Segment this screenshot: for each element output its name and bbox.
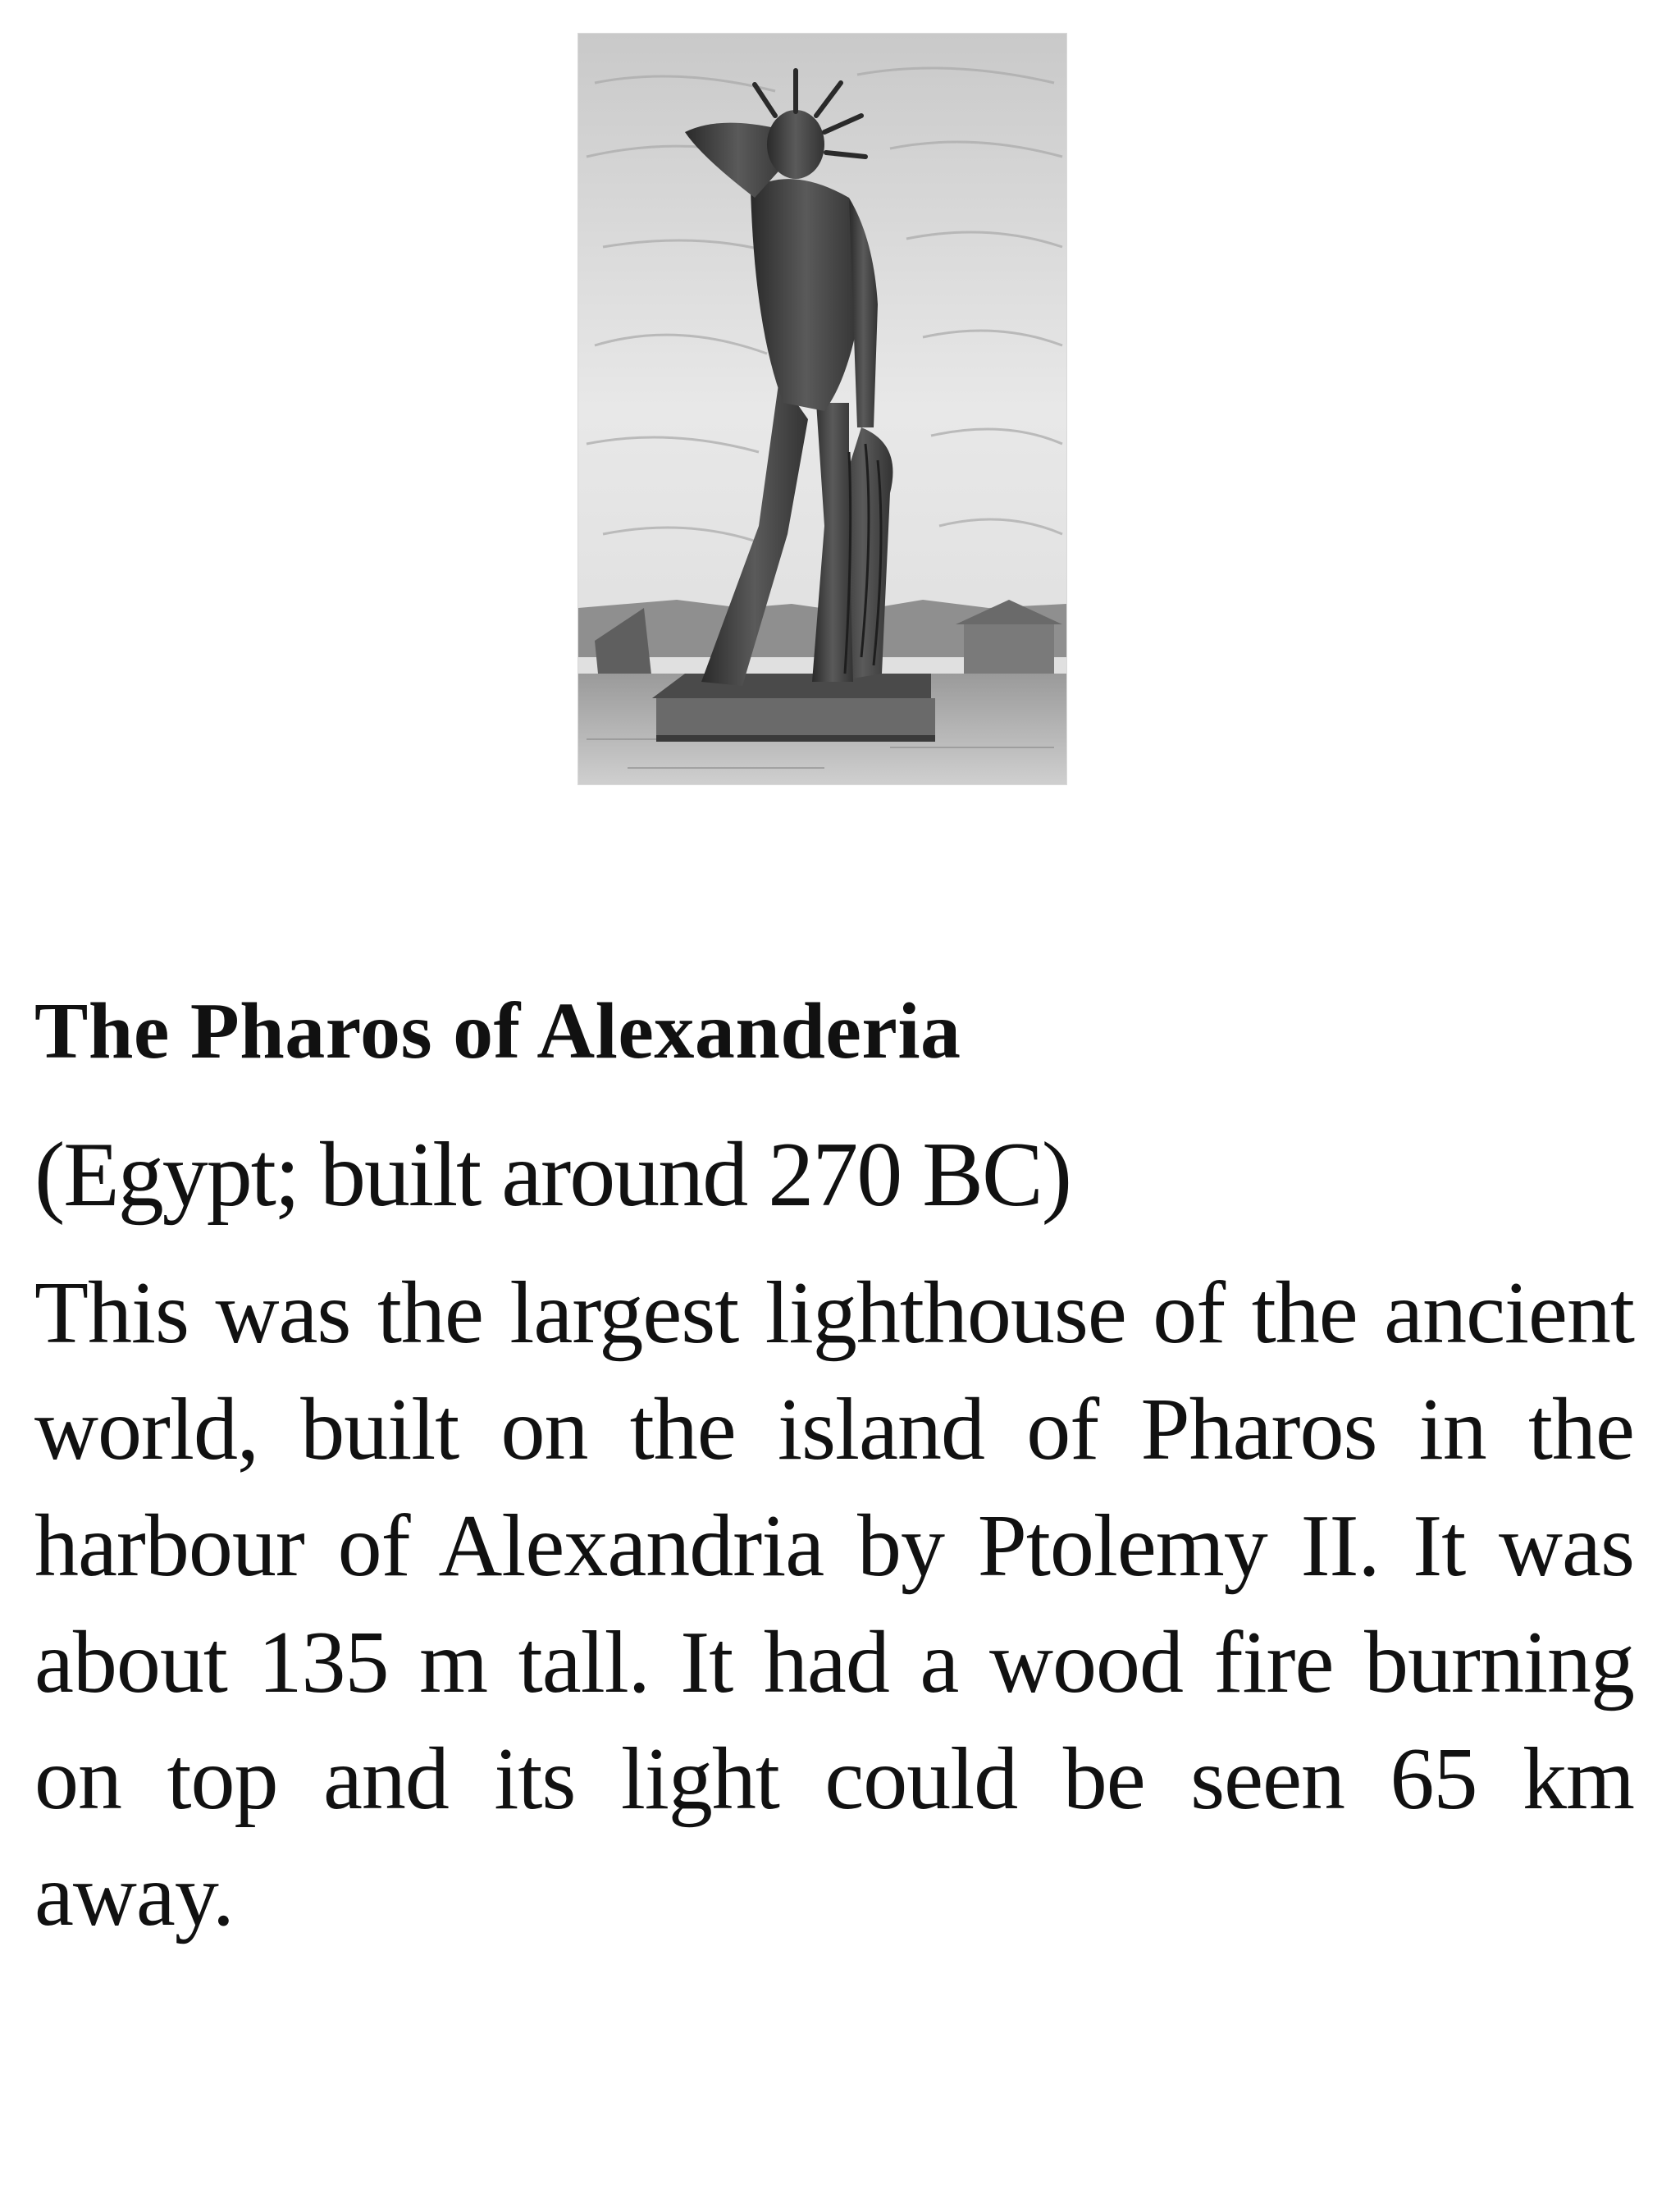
- description-paragraph: This was the largest lighthouse of the ancient world, built on the island of Pharos in the harbour of Alexandria by Ptolemy II. It was about 135 m tall. It had a wood fire burning on top and its light could be seen 65 km away.: [34, 1264, 1634, 1944]
- statue-illustration: [578, 33, 1067, 785]
- page-title: The Pharos of Alexanderia: [34, 987, 961, 1076]
- location-date-subtitle: (Egypt; built around 270 BC): [34, 1124, 1071, 1226]
- colossus-statue-engraving-icon: [578, 34, 1066, 784]
